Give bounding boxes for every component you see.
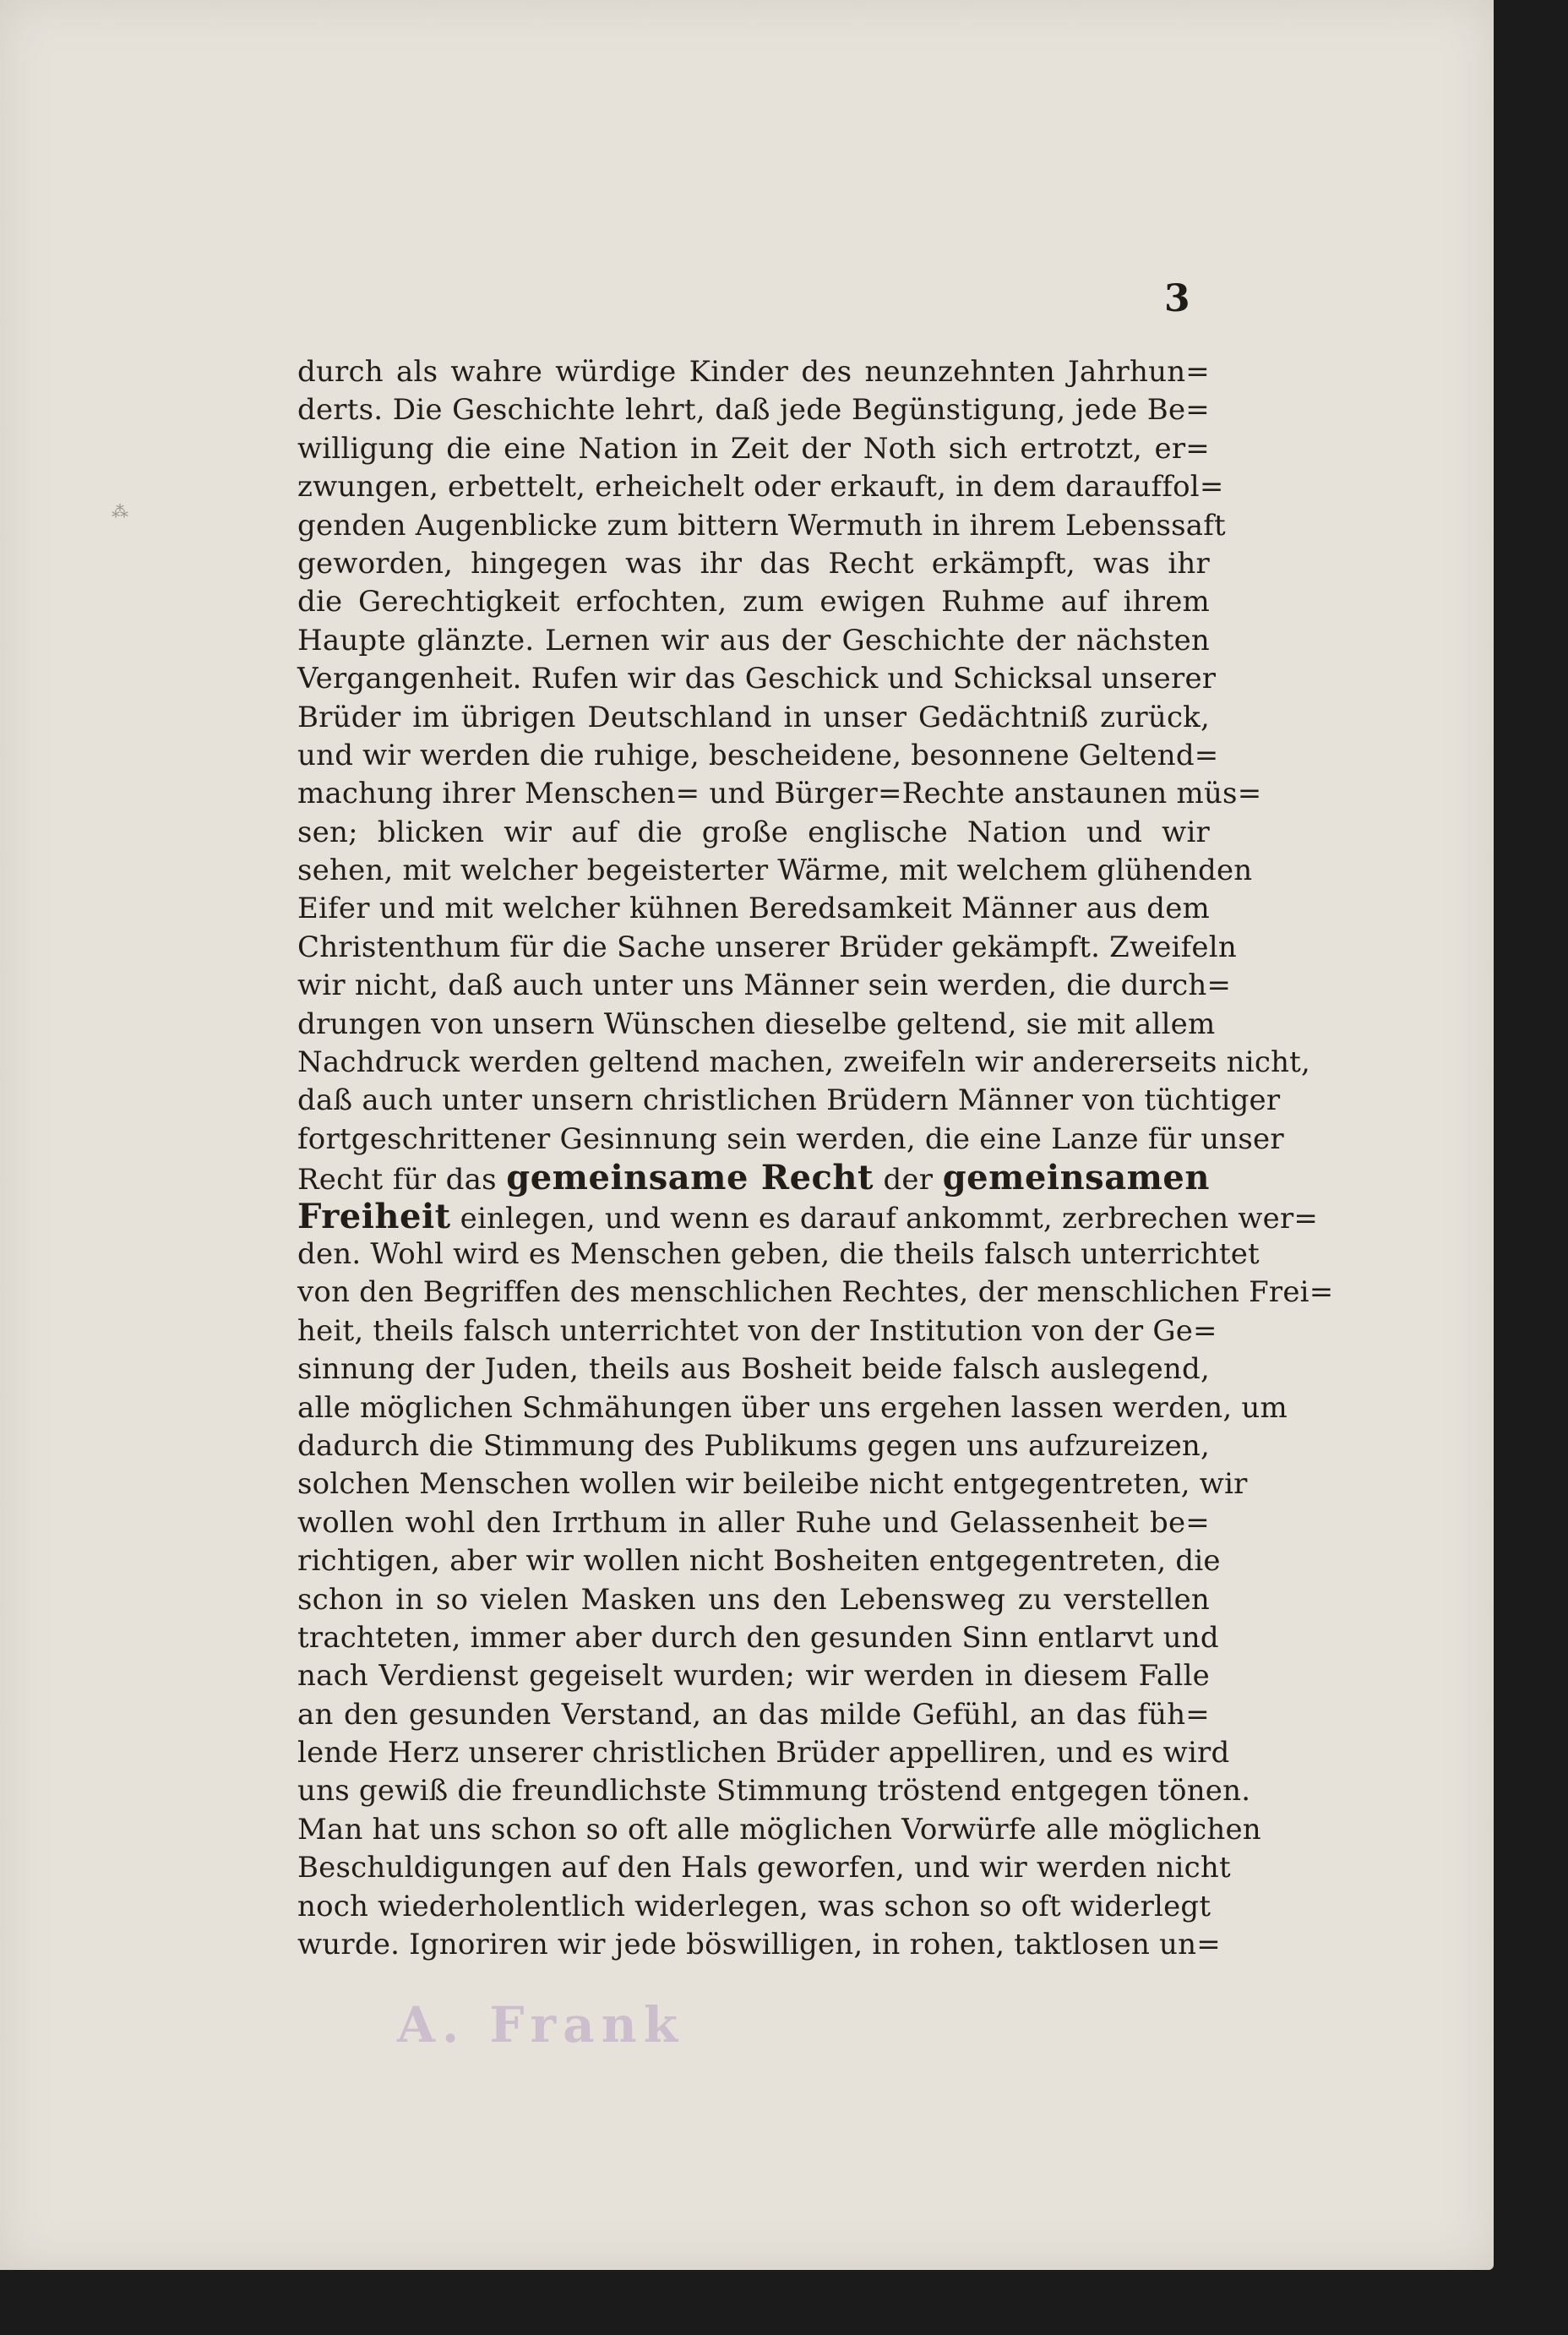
text-line: noch wiederholentlich widerlegen, was schon so oft widerlegt [297,1889,1211,1923]
text-line: die Gerechtigkeit erfochten, zum ewigen Ruhme auf ihrem [297,585,1210,619]
text-line: fortgeschrittener Gesinnung sein werden, die eine Lanze für unser [297,1121,1284,1156]
text-line: Brüder im übrigen Deutschland in unser Gedächtniß zurück, [297,700,1210,734]
text-line-emphasis [297,1196,1319,1236]
text-line: genden Augenblicke zum bittern Wermuth in ihrem Lebenssaft [297,508,1226,543]
body-text [297,353,1334,1964]
text-line: heit, theils falsch unterrichtet von der Institution von der Ge= [297,1313,1217,1348]
text-line: trachteten, immer aber durch den gesunden Sinn entlarvt und [297,1620,1219,1655]
emphasis-term: gemeinsamen [942,1158,1210,1198]
text-line: wollen wohl den Irrthum in aller Ruhe und Gelassenheit be= [297,1505,1210,1540]
text-line: Eifer und mit welcher kühnen Beredsamkeit Männer aus dem [297,892,1210,926]
text-line: solchen Menschen wollen wir beileibe nicht entgegentreten, wir [297,1467,1248,1502]
text-line: und wir werden die ruhige, bescheidene, besonnene Geltend= [297,738,1219,772]
text-line: von den Begriffen des menschlichen Rechtes, der menschlichen Frei= [297,1275,1334,1310]
text-line: Vergangenheit. Rufen wir das Geschick und Schicksal unserer [297,662,1217,696]
text-line: dadurch die Stimmung des Publikums gegen uns aufzureizen, [297,1428,1210,1463]
line-text: der [883,1163,934,1198]
emphasis-term: gemeinsame Recht [506,1158,874,1198]
text-line: drungen von unsern Wünschen dieselbe geltend, sie mit allem [297,1007,1216,1041]
text-line: derts. Die Geschichte lehrt, daß jede Begünstigung, jede Be= [297,393,1210,428]
text-line: Man hat uns schon so oft alle möglichen Vorwürfe alle möglichen [297,1812,1261,1847]
emphasis-term: Freiheit [297,1196,451,1236]
text-line: willigung die eine Nation in Zeit der Noth sich ertrotzt, er= [297,431,1210,466]
margin-mark-icon: ⁂ [112,501,128,521]
text-line: schon in so vielen Masken uns den Lebensweg zu verstellen [297,1582,1210,1617]
text-line: Haupte glänzte. Lernen wir aus der Geschichte der nächsten [297,623,1210,657]
page-number: 3 [1164,277,1190,320]
text-line: wir nicht, daß auch unter uns Männer sein werden, die durch= [297,968,1232,1003]
text-line: den. Wohl wird es Menschen geben, die theils falsch unterrichtet [297,1236,1260,1271]
text-line: an den gesunden Verstand, an das milde Gefühl, an das füh= [297,1697,1210,1732]
text-line-emphasis [297,1159,1210,1197]
text-line: uns gewiß die freundlichste Stimmung tröstend entgegen tönen. [297,1774,1251,1809]
text-line: durch als wahre würdige Kinder des neunzehnten Jahrhun= [297,355,1210,389]
text-line: wurde. Ignoriren wir jede böswilligen, in rohen, taktlosen un= [297,1928,1221,1962]
text-line: Nachdruck werden geltend machen, zweifeln wir andererseits nicht, [297,1045,1311,1080]
text-line: richtigen, aber wir wollen nicht Bosheiten entgegentreten, die [297,1544,1221,1579]
text-line: nach Verdienst gegeiselt wurden; wir werden in diesem Falle [297,1659,1210,1694]
library-stamp: A. Frank [397,1996,685,2054]
text-line: lende Herz unserer christlichen Brüder appelliren, und es wird [297,1736,1230,1770]
text-line: alle möglichen Schmähungen über uns ergehen lassen werden, um [297,1390,1288,1425]
text-line: zwungen, erbettelt, erheichelt oder erkauft, in dem darauffol= [297,470,1224,505]
text-line: Beschuldigungen auf den Hals geworfen, und wir werden nicht [297,1851,1231,1885]
text-line: daß auch unter unsern christlichen Brüdern Männer von tüchtiger [297,1083,1281,1118]
text-line: sehen, mit welcher begeisterter Wärme, mit welchem glühenden [297,854,1253,888]
text-line: sen; blicken wir auf die große englische Nation und wir [297,815,1210,849]
text-line: machung ihrer Menschen= und Bürger=Rechte anstaunen müs= [297,777,1262,811]
text-line: sinnung der Juden, theils aus Bosheit beide falsch auslegend, [297,1352,1210,1387]
text-line: Christenthum für die Sache unserer Brüder gekämpft. Zweifeln [297,930,1237,964]
line-text: Recht für das [297,1163,497,1198]
text-line: geworden, hingegen was ihr das Recht erkämpft, was ihr [297,546,1210,581]
line-text: einlegen, und wenn es darauf ankommt, zerbrechen wer= [460,1201,1319,1236]
